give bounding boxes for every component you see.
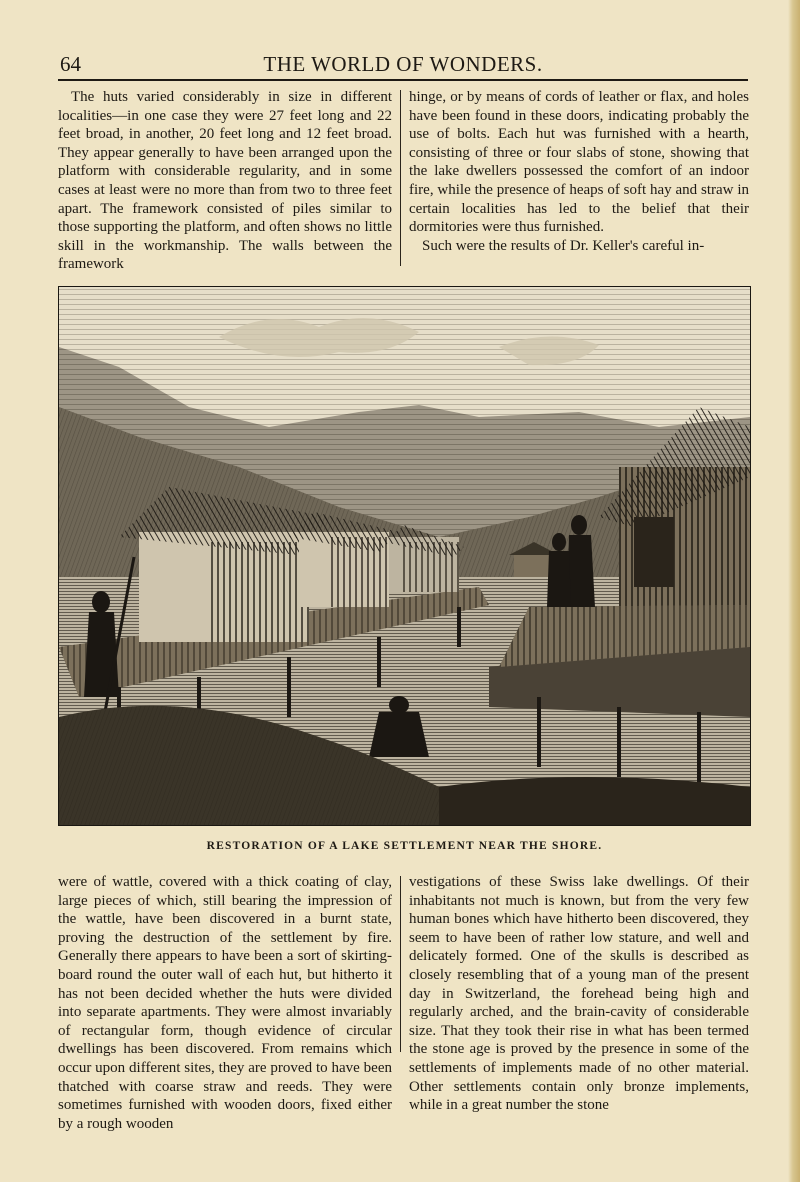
header-rule (58, 79, 748, 81)
top-left-column (58, 88, 392, 274)
paragraph: Such were the results of Dr. Keller's careful in- (422, 237, 705, 254)
paragraph: were of wattle, covered with a thick coating of clay, large pieces of which, still bearing the impression of the wattle, have been discovered in a burnt state, proving the destruction of the settlement by fire. Generally there appears to have been a sort of skirting-board round the outer wall of each hut, but hitherto it has not been decided whether the huts were divided into separate apartments. They were almost invariably of rectangular form, though evidence of circular dwellings has been discovered. From remains which occur upon different sites, they are proved to have been thatched with coarse straw and reeds. They were sometimes furnished with wooden doors, fixed either by a rough wooden (58, 874, 392, 1132)
bottom-right-column (409, 873, 749, 1115)
top-right-column (409, 88, 749, 255)
paragraph: The huts varied considerably in size in different localities—in one case they were 27 feet long and 22 feet broad, in another, 20 feet long and 12 feet broad. They appear generally to have been arranged upon the platform with considerable regularity, and in some cases at least were no more than from two to three feet apart. The framework consisted of piles similar to those supporting the platform, and often shows no little skill in the workmanship. The walls between the framework (58, 89, 392, 273)
running-title: THE WORLD OF WONDERS. (263, 52, 543, 76)
figure-caption: RESTORATION OF A LAKE SETTLEMENT NEAR THE SHORE. (206, 840, 603, 852)
column-divider (400, 90, 401, 266)
paragraph: hinge, or by means of cords of leather or flax, and holes have been found in these doors, indicating probably the use of bolts. Each hut was furnished with a hearth, consisting of three or four slabs of stone, showing that the lake dwellers possessed the comfort of an indoor fire, while the presence of heaps of soft hay and straw in certain localities has led to the belief that their dormitories were thus furnished. (409, 89, 749, 236)
engraving-illustration (58, 286, 751, 826)
bottom-left-column (58, 873, 392, 1133)
page-header (58, 52, 748, 80)
paragraph: vestigations of these Swiss lake dwellings. Of their inhabitants not much is known, but from the very few human bones which have hitherto been discovered, they seem to have been of rather low stature, and well and delicately formed. One of the skulls is described as closely resembling that of a young man of the present day in Switzerland, the forehead being high and regularly arched, and the brain-cavity of considerable size. That they took their rise in what has been termed the stone age is proved by the presence in some of the settlements of implements made of no other material. Other settlements contain only bronze implements, while in a great number the stone (409, 874, 749, 1114)
column-divider (400, 876, 401, 1052)
page-edge (788, 0, 800, 1182)
page-number: 64 (60, 52, 81, 76)
